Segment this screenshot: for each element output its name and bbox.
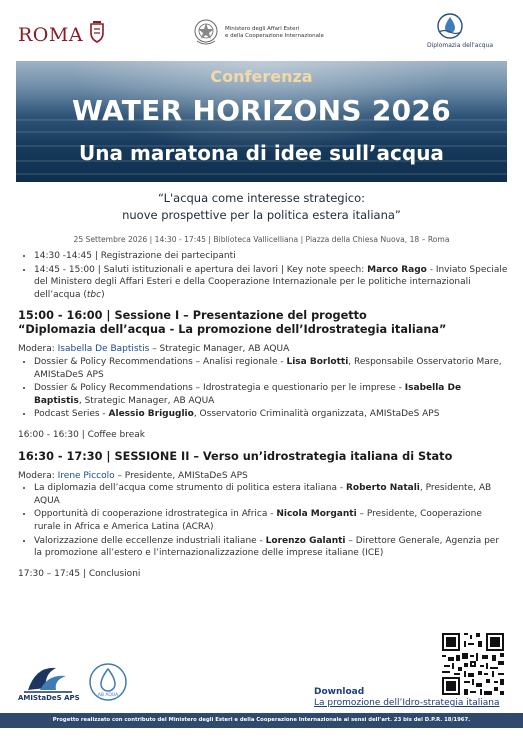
coffee-break: 16:00 - 16:30 | Coffee break (18, 429, 146, 440)
conference-label: Conferenza (210, 67, 313, 86)
moderator-name: Isabella De Baptistis (57, 344, 150, 355)
session-1-list (18, 356, 508, 421)
opening-list (18, 250, 508, 301)
header-logos (0, 0, 523, 60)
session-2-moderator: Modera: Irene Piccolo – Presidente, AMIStaDeS APS (18, 470, 248, 481)
ab-aqua-logo-icon (88, 662, 128, 702)
ab-aqua-label: AB AQUA (97, 693, 119, 698)
list-item: • Opportunità di cooperazione idrostrategica in Africa - Nicola Morganti – Presidente, Cooperazione rurale in Africa e America Latina (ACRA) (34, 508, 508, 533)
ministry-label (225, 26, 324, 40)
water-diplomacy-caption: Diplomazia dell'acqua (426, 42, 494, 49)
ministry-line-1: Ministero degli Affari Esteri (225, 26, 300, 32)
list-item: • 14:30 -14:45 | Registrazione dei partecipanti (34, 250, 508, 263)
keynote-speaker: Marco Rago (367, 264, 427, 275)
download-section (314, 687, 500, 709)
list-item: • La diplomazia dell’acqua come strumento di politica estera italiana - Roberto Natali, Presidente, AB AQUA (34, 482, 508, 507)
download-link[interactable]: La promozione dell’Idro-strategia italiana (314, 698, 500, 708)
session-2-list (18, 482, 508, 560)
hero-banner (16, 61, 507, 182)
event-title: WATER HORIZONS 2026 (72, 94, 451, 127)
list-item: • 14:45 - 15:00 | Saluti istituzionali e apertura dei lavori | Key note speech: Marco Rago - Inviato Speciale del Ministero degli Affari Esteri e della Cooperazione Internazionale per le politiche internazionali dell’acqua (tbc) (34, 264, 508, 302)
theme-quote-line-2: nuove prospettive per la politica estera italiana” (122, 208, 401, 222)
amistades-label: AMIStaDeS APS (18, 694, 80, 702)
list-item: • Podcast Series - Alessio Briguglio, Osservatorio Criminalità organizzata, AMIStaDeS APS (34, 408, 508, 421)
roma-crest-icon (89, 21, 105, 43)
download-label: Download (314, 687, 365, 697)
list-item: • Valorizzazione delle eccellenze industriali italiane - Lorenzo Galanti – Direttore Generale, Agenzia per la promozione all’estero e l’internazionalizzazione delle imprese italiane (ICE) (34, 535, 508, 560)
closing-remarks: 17:30 – 17:45 | Conclusioni (18, 568, 141, 579)
italian-republic-emblem-icon (193, 17, 219, 47)
ministry-line-2: e della Cooperazione Internazionale (225, 33, 324, 39)
roma-logo-text: ROMA (18, 24, 84, 46)
list-item: • Dossier & Policy Recommendations – Idrostrategia e questionario per le imprese - Isabella De Baptistis, Strategic Manager, AB AQUA (34, 382, 508, 407)
session-2-heading: 16:30 - 17:30 | SESSIONE II – Verso un’idrostrategia italiana di Stato (18, 449, 453, 463)
programme (18, 250, 508, 580)
water-drop-logo-icon (433, 12, 467, 40)
session-1-moderator: Modera: Isabella De Baptistis – Strategic Manager, AB AQUA (18, 344, 290, 355)
theme-quote-line-1: “L'acqua come interesse strategico: (157, 191, 366, 205)
moderator-name: Irene Piccolo (57, 470, 115, 481)
event-subtitle: Una maratona di idee sull’acqua (79, 141, 444, 165)
session-1-heading: 15:00 - 16:00 | Sessione I – Presentazione del progetto “Diplomazia dell’acqua - La promozione dell’Idrostrategia italiana” (18, 309, 447, 337)
list-item: • Dossier & Policy Recommendations – Analisi regionale - Lisa Borlotti, Responsabile Osservatorio Mare, AMIStaDeS APS (34, 356, 508, 381)
theme-quote (0, 190, 523, 224)
funding-note: Progetto realizzato con contributo del Ministero degli Esteri e della Cooperazione Internazionale ai sensi dell’art. 23 bis del D.P.R. 18/1967. (52, 717, 471, 723)
event-date-venue: 25 Settembre 2026 | 14:30 - 17:45 | Biblioteca Vallicelliana | Piazza della Chiesa Nuova, 18 – Roma (73, 235, 450, 244)
